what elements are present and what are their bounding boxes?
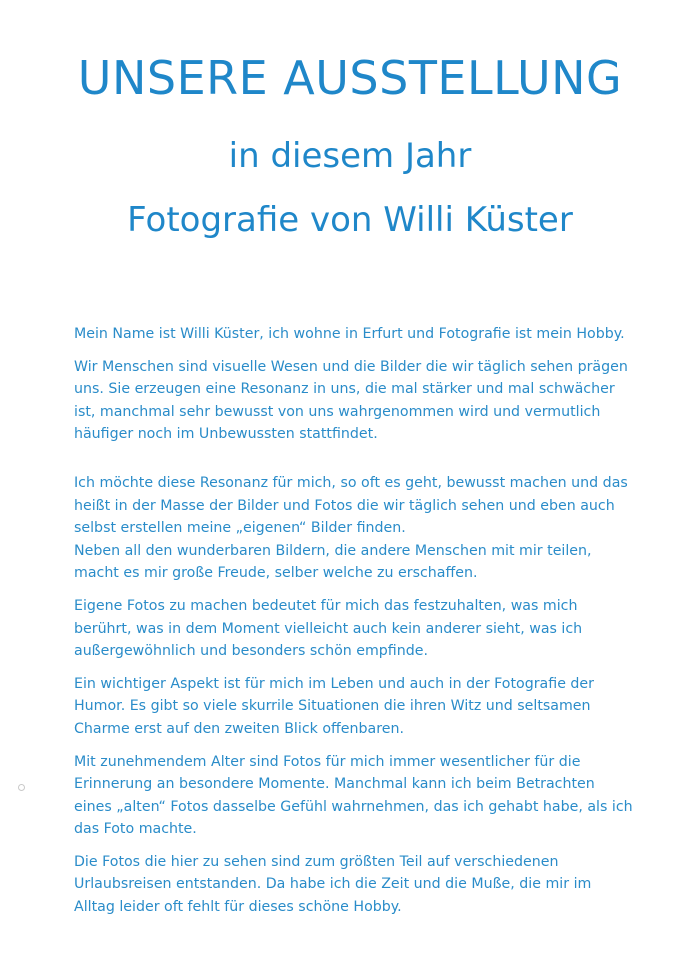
paragraph-own-photos: Eigene Fotos zu machen bedeutet für mich das festzuhalten, was mich berührt, was in dem Moment vielleicht auch kein anderer sieht, was ich außergewöhnlich und besonders schön empfinde. — [74, 597, 583, 660]
scan-speck — [18, 784, 25, 791]
paragraph-memories: Mit zunehmendem Alter sind Fotos für mich immer wesentlicher für die Erinnerung an besondere Momente. Manchmal kann ich beim Betrachten eines „alten“ Fotos dasselbe Gefühl wahrnehmen, das ich gehabt habe, als ich das Foto machte. — [74, 753, 633, 838]
document-title: UNSERE AUSSTELLUNG — [77, 51, 623, 105]
paragraph-intro: Mein Name ist Willi Küster, ich wohne in Erfurt und Fotografie ist mein Hobby. — [74, 326, 625, 342]
document-body — [74, 323, 634, 929]
paragraph-humor: Ein wichtiger Aspekt ist für mich im Leben und auch in der Fotografie der Humor. Es gibt so viele skurrile Situationen die ihren Witz und seltsamen Charme erst auf den zweiten Blick offenbaren. — [74, 675, 594, 737]
paragraph-travel: Die Fotos die hier zu sehen sind zum größten Teil auf verschiedenen Urlaubsreisen entstanden. Da habe ich die Zeit und die Muße, die mir im Alltag leider oft fehlt für dieses schöne Hobby. — [74, 853, 592, 916]
document-subtitle-year: in diesem Jahr — [228, 136, 472, 176]
document-subtitle-author: Fotografie von Willi Küster — [127, 200, 573, 240]
paragraph-visual-beings: Wir Menschen sind visuelle Wesen und die Bilder die wir täglich sehen prägen uns. Sie erzeugen eine Resonanz in uns, die mal stärker und mal schwächer ist, manchmal sehr bewusst von uns wahrgenommen wird und vermutlich häufiger noch im Unbewussten stattfindet. — [74, 358, 628, 443]
paragraph-resonance: Ich möchte diese Resonanz für mich, so oft es geht, bewusst machen und das heißt in der Masse der Bilder und Fotos die wir täglich sehen und eben auch selbst erstellen meine „eigenen“ Bilder finden. — [74, 474, 628, 537]
paragraph-joy: Neben all den wunderbaren Bildern, die andere Menschen mit mir teilen, macht es mir große Freude, selber welche zu erschaffen. — [74, 542, 592, 582]
